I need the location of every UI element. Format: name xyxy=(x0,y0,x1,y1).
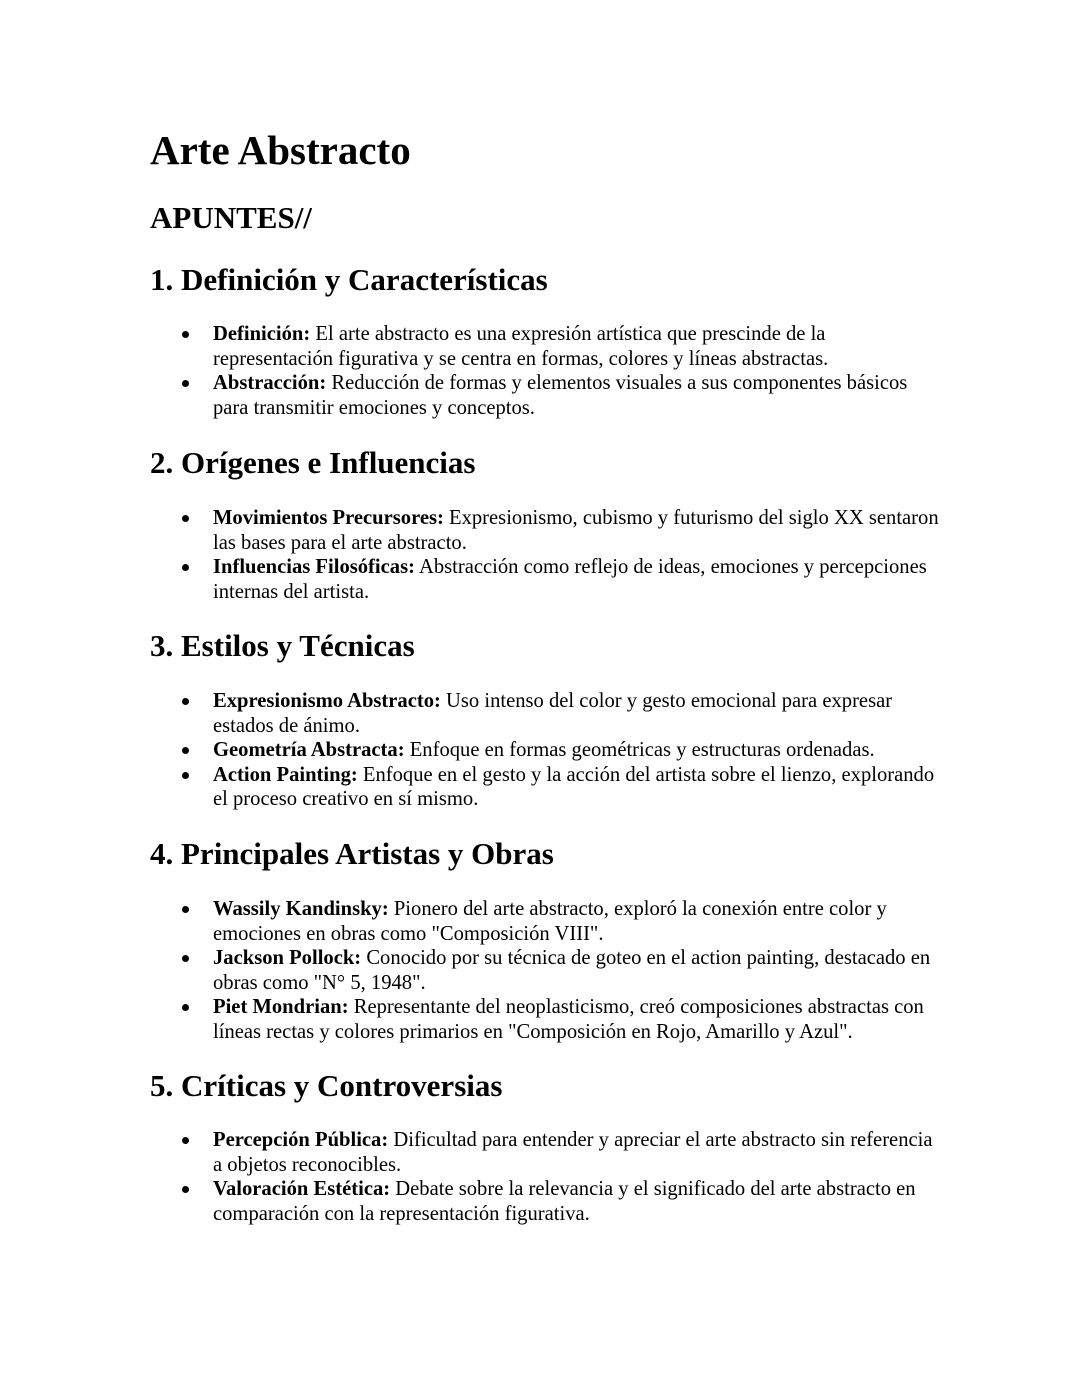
list-item xyxy=(150,738,940,763)
item-term: Geometría Abstracta: xyxy=(213,739,405,761)
list-item xyxy=(150,506,940,555)
list-item xyxy=(150,1128,940,1177)
item-text: Abstracción como reflejo de ideas, emociones y percepciones internas del artista. xyxy=(213,556,927,603)
section-list-criticas xyxy=(150,1128,940,1226)
section-heading-estilos: 3. Estilos y Técnicas xyxy=(150,628,415,663)
list-item xyxy=(150,763,940,812)
item-term: Jackson Pollock: xyxy=(213,947,362,969)
item-text: Enfoque en formas geométricas y estructuras ordenadas. xyxy=(404,739,875,761)
item-term: Expresionismo Abstracto: xyxy=(213,690,441,712)
item-term: Movimientos Precursores: xyxy=(213,507,444,529)
item-text: Debate sobre la relevancia y el significado del arte abstracto en comparación con la representación figurativa. xyxy=(213,1178,916,1225)
list-item xyxy=(150,995,940,1044)
item-term: Valoración Estética: xyxy=(213,1178,391,1200)
item-text: Expresionismo, cubismo y futurismo del siglo XX sentaron las bases para el arte abstracto. xyxy=(213,507,939,554)
section-heading-criticas: 5. Críticas y Controversias xyxy=(150,1068,503,1103)
list-item xyxy=(150,555,940,604)
section-heading-definicion: 1. Definición y Características xyxy=(150,262,548,297)
document-subtitle: APUNTES// xyxy=(150,200,312,235)
list-item xyxy=(150,946,940,995)
item-term: Action Painting: xyxy=(213,763,358,786)
section-list-estilos xyxy=(150,689,940,812)
section-heading-artistas: 4. Principales Artistas y Obras xyxy=(150,836,554,871)
list-item xyxy=(150,371,940,420)
document-title: Arte Abstracto xyxy=(150,127,411,173)
list-item xyxy=(150,322,940,371)
item-term: Influencias Filosóficas: xyxy=(213,556,415,578)
item-text: Enfoque en el gesto y la acción del artista sobre el lienzo, explorando el proceso creativo en sí mismo. xyxy=(213,763,935,810)
item-text: Dificultad para entender y apreciar el arte abstracto sin referencia a objetos reconocibles. xyxy=(213,1129,933,1176)
section-heading-origenes: 2. Orígenes e Influencias xyxy=(150,445,476,480)
item-term: Abstracción: xyxy=(213,372,327,394)
item-term: Definición: xyxy=(213,323,311,345)
section-list-definicion xyxy=(150,322,940,420)
section-list-origenes xyxy=(150,506,940,604)
list-item xyxy=(150,689,940,738)
item-text: Representante del neoplasticismo, creó composiciones abstractas con líneas rectas y colores primarios en "Composición en Rojo, Amarillo y Azul". xyxy=(213,996,924,1043)
item-text: Reducción de formas y elementos visuales a sus componentes básicos para transmitir emociones y conceptos. xyxy=(213,372,908,419)
item-term: Piet Mondrian: xyxy=(213,996,349,1018)
item-term: Wassily Kandinsky: xyxy=(213,898,389,920)
item-text: Uso intenso del color y gesto emocional para expresar estados de ánimo. xyxy=(213,690,893,737)
section-list-artistas xyxy=(150,897,940,1044)
item-term: Percepción Pública: xyxy=(213,1129,389,1151)
list-item xyxy=(150,1177,940,1226)
list-item xyxy=(150,897,940,946)
item-text: El arte abstracto es una expresión artística que prescinde de la representación figurativa y se centra en formas, colores y líneas abstractas. xyxy=(213,323,829,370)
item-text: Pionero del arte abstracto, exploró la conexión entre color y emociones en obras como "Composición VIII". xyxy=(213,898,887,945)
item-text: Conocido por su técnica de goteo en el action painting, destacado en obras como "N° 5, 1948". xyxy=(213,947,931,994)
